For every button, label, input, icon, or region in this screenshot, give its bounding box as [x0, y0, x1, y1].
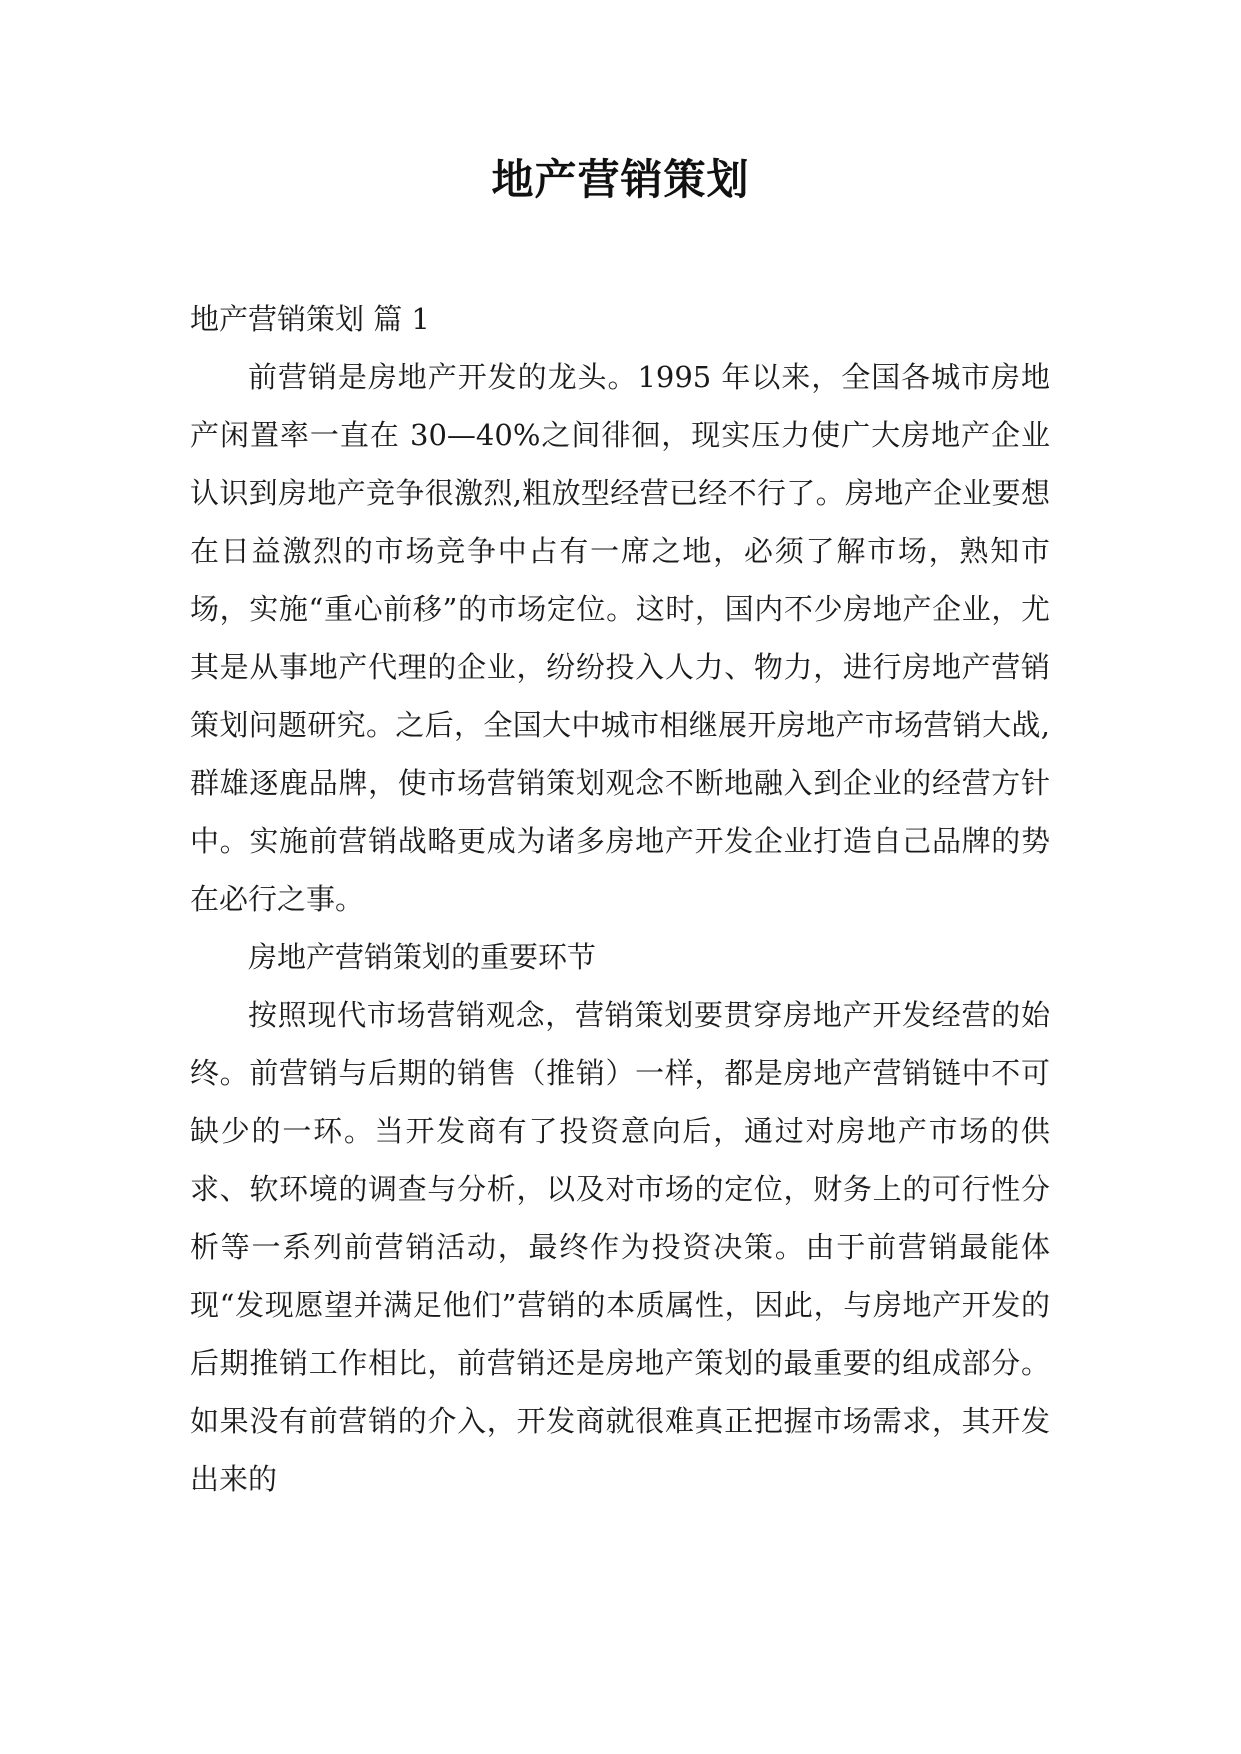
document-title: 地产营销策划 [491, 155, 750, 204]
paragraph-marketing: 按照现代市场营销观念，营销策划要贯穿房地产开发经营的始终。前营销与后期的销售（推销）一样，都是房地产营销链中不可缺少的一环。当开发商有了投资意向后，通过对房地产市场的供求、软环境的调查与分析，以及对市场的定位，财务上的可行性分析等一系列前营销活动，最终作为投资决策。由于前营销最能体现“发现愿望并满足他们”营销的本质属性，因此，与房地产开发的后期推销工作相比，前营销还是房地产策划的最重要的组成部分。如果没有前营销的介入，开发商就很难真正把握市场需求，其开发出来的 [190, 998, 1050, 1496]
paragraph-intro: 前营销是房地产开发的龙头。1995 年以来，全国各城市房地产闲置率一直在 30—40%之间徘徊，现实压力使广大房地产企业认识到房地产竞争很激烈,粗放型经营已经不行了。房地产企业要想在日益激烈的市场竞争中占有一席之地，必须了解市场，熟知市场，实施“重心前移”的市场定位。这时，国内不少房地产企业，尤其是从事地产代理的企业，纷纷投入人力、物力，进行房地产营销策划问题研究。之后，全国大中城市相继展开房地产市场营销大战,群雄逐鹿品牌，使市场营销策划观念不断地融入到企业的经营方针中。实施前营销战略更成为诸多房地产开发企业打造自己品牌的势在必行之事。 [190, 360, 1050, 916]
subheading-key-steps: 房地产营销策划的重要环节 [248, 940, 597, 974]
section-heading: 地产营销策划 篇 1 [190, 302, 430, 336]
document-body [190, 290, 1050, 1508]
